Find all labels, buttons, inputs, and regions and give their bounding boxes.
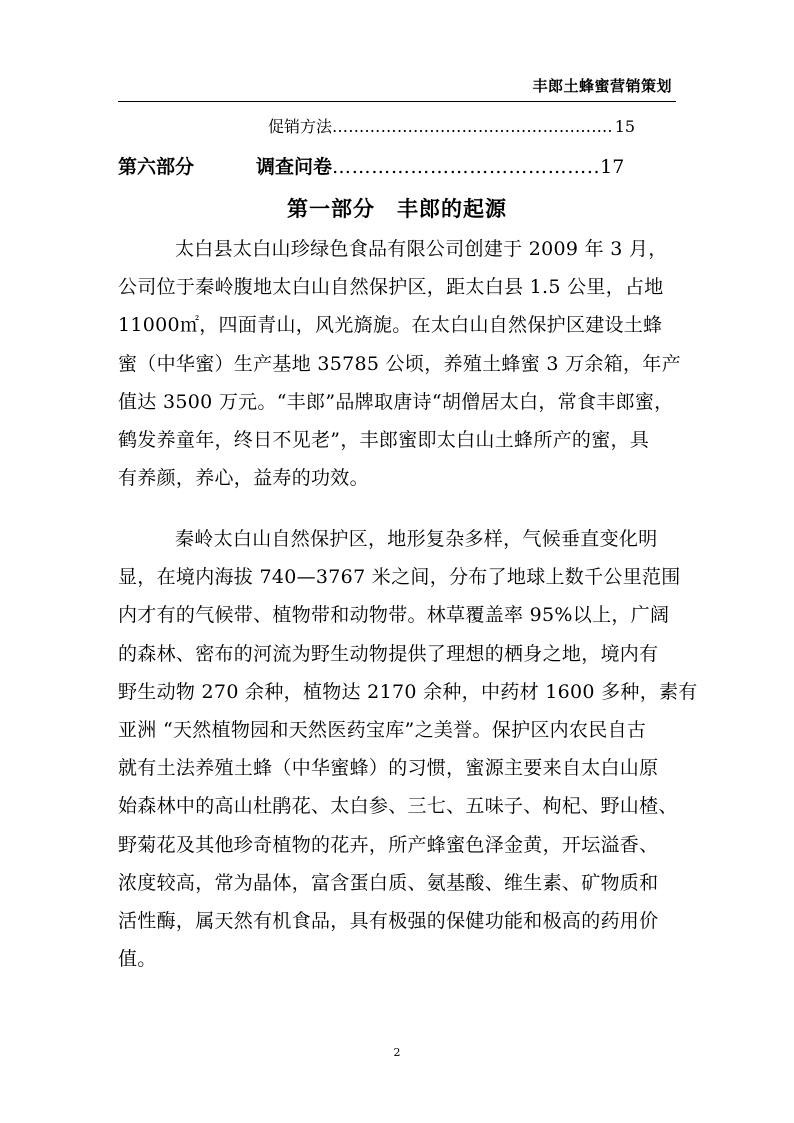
page-number: 2 — [393, 1046, 401, 1059]
running-header-title: 丰郎土蜂蜜营销策划 — [532, 77, 672, 95]
paragraph-nature-reserve — [118, 520, 698, 978]
section-heading: 第一部分 丰郎的起源 — [287, 197, 507, 221]
paragraph-line: 内才有的气候带、植物带和动物带。林草覆盖率 95%以上，广阔 — [118, 604, 670, 627]
paragraph-line: 野生动物 270 余种，植物达 2170 余种，中药材 1600 多种，素有 — [118, 680, 698, 703]
paragraph-line: 值达 3500 万元。“丰郎”品牌取唐诗“胡僧居太白，常食丰郎蜜， — [118, 390, 674, 413]
paragraph-line: 亚洲 “天然植物园和天然医药宝库”之美誉。保护区内农民自古 — [118, 718, 647, 741]
toc-part-label: 第六部分 — [118, 156, 195, 178]
toc-entry-label: 促销方法 — [268, 117, 333, 136]
paragraph-line: 公司位于秦岭腹地太白山自然保护区，距太白县 1.5 公里，占地 — [118, 276, 664, 299]
paragraph-line: 的森林、密布的河流为野生动物提供了理想的栖身之地，境内有 — [118, 642, 659, 665]
paragraph-line: 蜜（中华蜜）生产基地 35785 公顷，养殖土蜂蜜 3 万余箱，年产 — [118, 352, 681, 375]
paragraph-line: 秦岭太白山自然保护区，地形复杂多样，气候垂直变化明 — [175, 528, 658, 550]
paragraph-line: 就有土法养殖土蜂（中华蜜蜂）的习惯，蜜源主要来自太白山原 — [118, 757, 659, 780]
paragraph-line: 野菊花及其他珍奇植物的花卉，所产蜂蜜色泽金黄，开坛溢香、 — [118, 833, 659, 856]
paragraph-line: 11000㎡，四面青山，风光旖旎。在太白山自然保护区建设土蜂 — [118, 314, 663, 337]
paragraph-line: 值。 — [118, 948, 157, 971]
toc-page-number: 17 — [600, 156, 625, 178]
toc-entry-promotion — [268, 114, 635, 137]
paragraph-line: 鹤发养童年，终日不见老”，丰郎蜜即太白山土蜂所产的蜜，具 — [118, 428, 650, 451]
toc-leader-dots: ……………………………………………. — [332, 117, 613, 136]
toc-leader-dots: ………………………………….. — [332, 156, 601, 178]
paragraph-line: 活性酶，属天然有机食品，具有极强的保健功能和极高的药用价 — [118, 909, 659, 932]
paragraph-line: 有养颜，养心，益寿的功效。 — [118, 467, 369, 490]
paragraph-line: 浓度较高，常为晶体，富含蛋白质、氨基酸、维生素、矿物质和 — [118, 871, 659, 894]
toc-entry-label: 调查问卷 — [256, 156, 333, 178]
paragraph-company-intro — [118, 230, 681, 497]
toc-entry-part-six — [118, 152, 624, 179]
header-rule — [118, 101, 676, 102]
paragraph-line: 显，在境内海拔 740—3767 米之间，分布了地球上数千公里范围 — [118, 566, 681, 589]
paragraph-line: 太白县太白山珍绿色食品有限公司创建于 2009 年 3 月， — [175, 238, 668, 260]
toc-page-number: 15 — [614, 117, 636, 136]
paragraph-line: 始森林中的高山杜鹃花、太白参、三七、五味子、枸杞、野山楂、 — [118, 795, 678, 818]
